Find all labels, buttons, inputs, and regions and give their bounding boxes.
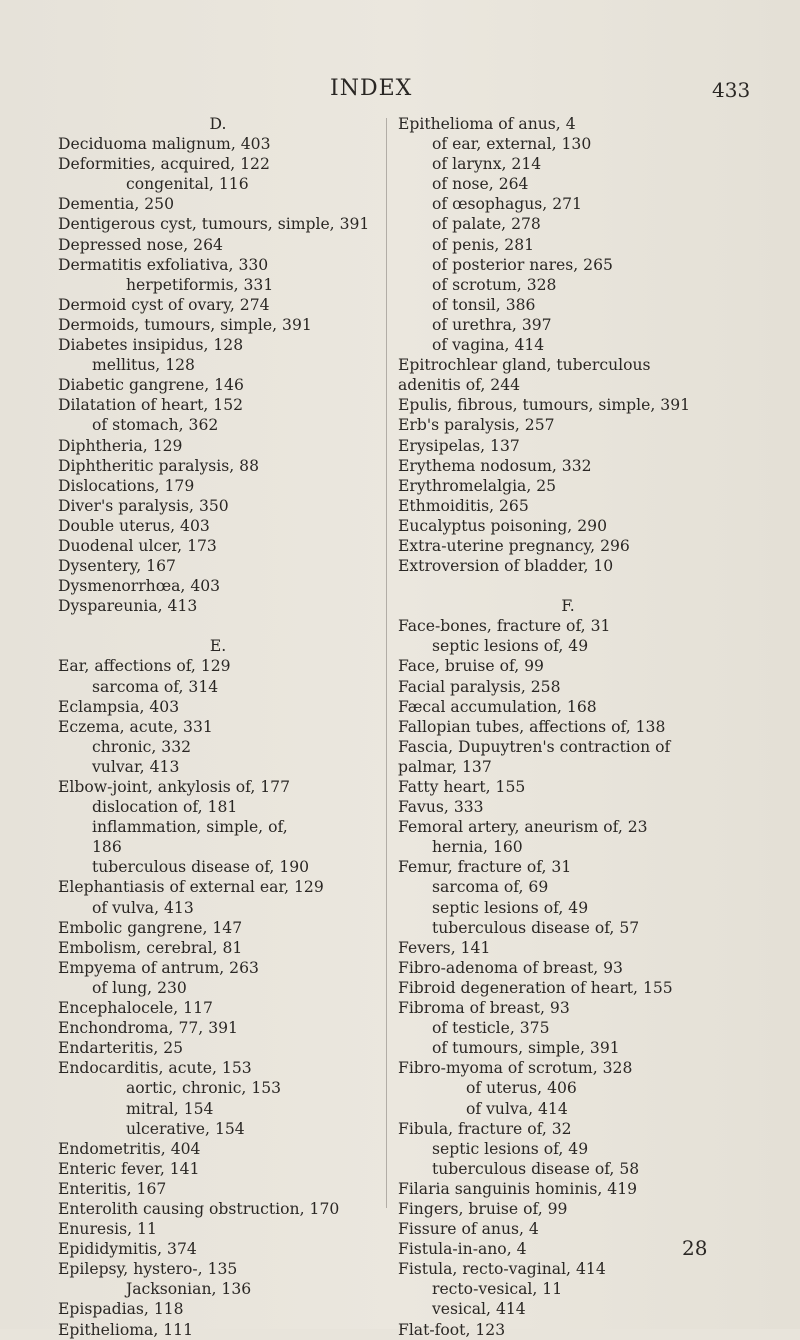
index-subentry: hernia, 160 [432, 838, 523, 857]
index-entry: Epithelioma of anus, 4 [398, 115, 576, 133]
index-entry: Embolism, cerebral, 81 [58, 938, 243, 957]
index-subentry: of larynx, 214 [432, 155, 542, 174]
index-entry: Encephalocele, 117 [58, 999, 213, 1018]
index-entry: Dislocations, 179 [58, 476, 195, 495]
index-entry: Fibroid degeneration of heart, 155 [398, 978, 673, 997]
index-entry: Endometritis, 404 [58, 1139, 201, 1158]
index-entry: Dermatitis exfoliativa, 330 [58, 255, 269, 274]
index-entry: Diabetes insipidus, 128 [58, 336, 244, 355]
index-entry: Dementia, 250 [58, 195, 175, 214]
index-entry: Endarteritis, 25 [58, 1039, 184, 1058]
index-entry: Fatty heart, 155 [398, 778, 526, 796]
page-header [0, 76, 800, 106]
index-subentry: of tumours, simple, 391 [432, 1039, 620, 1058]
index-entry: Fibroma of breast, 93 [398, 999, 570, 1018]
index-entry: Double uterus, 403 [58, 516, 210, 535]
index-entry: Fissure of anus, 4 [398, 1220, 539, 1239]
index-subentry: of palate, 278 [432, 215, 541, 234]
index-subentry: 186 [92, 838, 122, 857]
index-entry: Dysmenorrhœa, 403 [58, 577, 221, 596]
index-entry: Enuresis, 11 [58, 1220, 157, 1239]
index-entry: Epilepsy, hystero-, 135 [58, 1260, 238, 1279]
index-entry: Flat-foot, 123 [398, 1320, 506, 1339]
index-subentry: herpetiformis, 331 [126, 275, 274, 294]
index-entry: Face-bones, fracture of, 31 [398, 617, 611, 636]
index-subentry: of tonsil, 386 [432, 295, 536, 314]
index-entry: Erb's paralysis, 257 [398, 416, 555, 435]
index-subentry: of vagina, 414 [432, 336, 545, 355]
index-entry: Eclampsia, 403 [58, 697, 180, 716]
index-subentry: tuberculous disease of, 57 [432, 918, 640, 937]
index-subentry: septic lesions of, 49 [432, 637, 589, 656]
index-entry: Eczema, acute, 331 [58, 717, 213, 736]
index-entry: Dermoids, tumours, simple, 391 [58, 315, 312, 334]
index-entry: Epitrochlear gland, tuberculous [398, 356, 651, 375]
index-subentry: tuberculous disease of, 190 [92, 858, 310, 877]
index-entry: Fistula, recto-vaginal, 414 [398, 1260, 606, 1279]
index-column-right [398, 114, 738, 1340]
index-subentry: inflammation, simple, of, [92, 818, 288, 837]
index-entry: Dyspareunia, 413 [58, 597, 198, 616]
index-entry: Eucalyptus poisoning, 290 [398, 516, 607, 535]
column-divider [386, 118, 387, 1208]
index-subentry: vulvar, 413 [92, 757, 180, 776]
section-gap [398, 576, 738, 596]
index-entry: Endocarditis, acute, 153 [58, 1059, 252, 1078]
index-entry: Epulis, fibrous, tumours, simple, 391 [398, 396, 691, 415]
index-entry: Fevers, 141 [398, 938, 491, 957]
section-letter: F. [561, 597, 575, 616]
index-entry: Favus, 333 [398, 798, 484, 817]
index-entry: Erythema nodosum, 332 [398, 456, 592, 475]
index-subentry: of vulva, 413 [92, 898, 194, 917]
index-entry: Elephantiasis of external ear, 129 [58, 878, 324, 897]
section-letter: D. [209, 115, 227, 133]
index-subentry: dislocation of, 181 [92, 798, 238, 817]
index-entry: Epithelioma, 111 [58, 1320, 194, 1339]
index-subentry: recto-vesical, 11 [432, 1280, 563, 1299]
index-entry: Erysipelas, 137 [398, 436, 520, 455]
index-subentry: of stomach, 362 [92, 416, 219, 435]
section-gap [58, 616, 378, 636]
index-entry: Empyema of antrum, 263 [58, 958, 259, 977]
index-entry: Erythromelalgia, 25 [398, 476, 557, 495]
running-head: INDEX [330, 76, 413, 101]
index-entry: Diabetic gangrene, 146 [58, 376, 244, 395]
index-subentry: of uterus, 406 [466, 1079, 577, 1098]
index-entry: Deformities, acquired, 122 [58, 155, 270, 174]
page-number: 433 [712, 78, 751, 102]
index-entry: Epididymitis, 374 [58, 1240, 197, 1259]
index-subentry: congenital, 116 [126, 175, 249, 194]
index-subentry: Jacksonian, 136 [126, 1280, 252, 1299]
index-entry: Duodenal ulcer, 173 [58, 536, 217, 555]
index-entry: Enteric fever, 141 [58, 1159, 200, 1178]
index-subentry: of testicle, 375 [432, 1019, 550, 1038]
index-subentry: aortic, chronic, 153 [126, 1079, 282, 1098]
section-letter: E. [209, 637, 227, 656]
index-subentry: mellitus, 128 [92, 356, 195, 375]
index-subentry: of penis, 281 [432, 235, 535, 254]
index-entry: Elbow-joint, ankylosis of, 177 [58, 778, 290, 796]
index-subentry: of vulva, 414 [466, 1099, 568, 1118]
index-entry: Dilatation of heart, 152 [58, 396, 244, 415]
index-entry: Femur, fracture of, 31 [398, 858, 572, 877]
index-entry: Extra-uterine pregnancy, 296 [398, 536, 630, 555]
index-entry: Extroversion of bladder, 10 [398, 557, 614, 576]
index-entry: Diphtheritic paralysis, 88 [58, 456, 260, 475]
index-entry: Face, bruise of, 99 [398, 657, 544, 676]
index-entry: Embolic gangrene, 147 [58, 918, 243, 937]
index-subentry: of scrotum, 328 [432, 275, 557, 294]
index-entry: Ethmoiditis, 265 [398, 496, 529, 515]
index-subentry: sarcoma of, 69 [432, 878, 549, 897]
index-entry: Depressed nose, 264 [58, 235, 223, 254]
index-subentry: ulcerative, 154 [126, 1119, 245, 1138]
index-entry: Dysentery, 167 [58, 557, 176, 576]
index-subentry: of urethra, 397 [432, 315, 552, 334]
index-entry: Femoral artery, aneurism of, 23 [398, 818, 648, 837]
index-subentry: vesical, 414 [432, 1300, 526, 1319]
index-subentry: of posterior nares, 265 [432, 255, 613, 274]
index-entry: Diver's paralysis, 350 [58, 496, 229, 515]
index-entry: Dentigerous cyst, tumours, simple, 391 [58, 215, 370, 234]
index-entry: Epispadias, 118 [58, 1300, 184, 1319]
index-entry: Fistula-in-ano, 4 [398, 1240, 527, 1259]
index-entry: Enchondroma, 77, 391 [58, 1019, 238, 1038]
index-entry: Fibro-myoma of scrotum, 328 [398, 1059, 633, 1078]
index-subentry: chronic, 332 [92, 737, 192, 756]
index-entry: Diphtheria, 129 [58, 436, 183, 455]
index-entry: Fibro-adenoma of breast, 93 [398, 958, 623, 977]
signature-mark: 28 [682, 1236, 708, 1260]
index-subentry: tuberculous disease of, 58 [432, 1159, 640, 1178]
index-entry: Fascia, Dupuytren's contraction of [398, 737, 671, 756]
index-column-left [58, 114, 378, 1340]
index-subentry: sarcoma of, 314 [92, 677, 219, 696]
index-subentry: of lung, 230 [92, 978, 187, 997]
index-subentry: of nose, 264 [432, 175, 529, 194]
index-subentry: mitral, 154 [126, 1099, 214, 1118]
index-subentry: of ear, external, 130 [432, 135, 592, 154]
index-subentry: septic lesions of, 49 [432, 898, 589, 917]
index-subentry: of œsophagus, 271 [432, 195, 582, 214]
index-entry: Enteritis, 167 [58, 1179, 167, 1198]
index-entry: Fibula, fracture of, 32 [398, 1119, 572, 1138]
index-entry: Deciduoma malignum, 403 [58, 135, 271, 154]
index-entry: Dermoid cyst of ovary, 274 [58, 295, 270, 314]
index-entry: Fæcal accumulation, 168 [398, 697, 597, 716]
index-entry: Ear, affections of, 129 [58, 657, 231, 676]
index-entry: Filaria sanguinis hominis, 419 [398, 1179, 638, 1198]
index-entry: Fallopian tubes, affections of, 138 [398, 717, 666, 736]
index-subentry: septic lesions of, 49 [432, 1139, 589, 1158]
index-entry: Enterolith causing obstruction, 170 [58, 1199, 340, 1218]
index-entry: Fingers, bruise of, 99 [398, 1199, 568, 1218]
index-entry: palmar, 137 [398, 757, 492, 776]
index-entry: adenitis of, 244 [398, 376, 521, 395]
index-entry: Facial paralysis, 258 [398, 677, 561, 696]
